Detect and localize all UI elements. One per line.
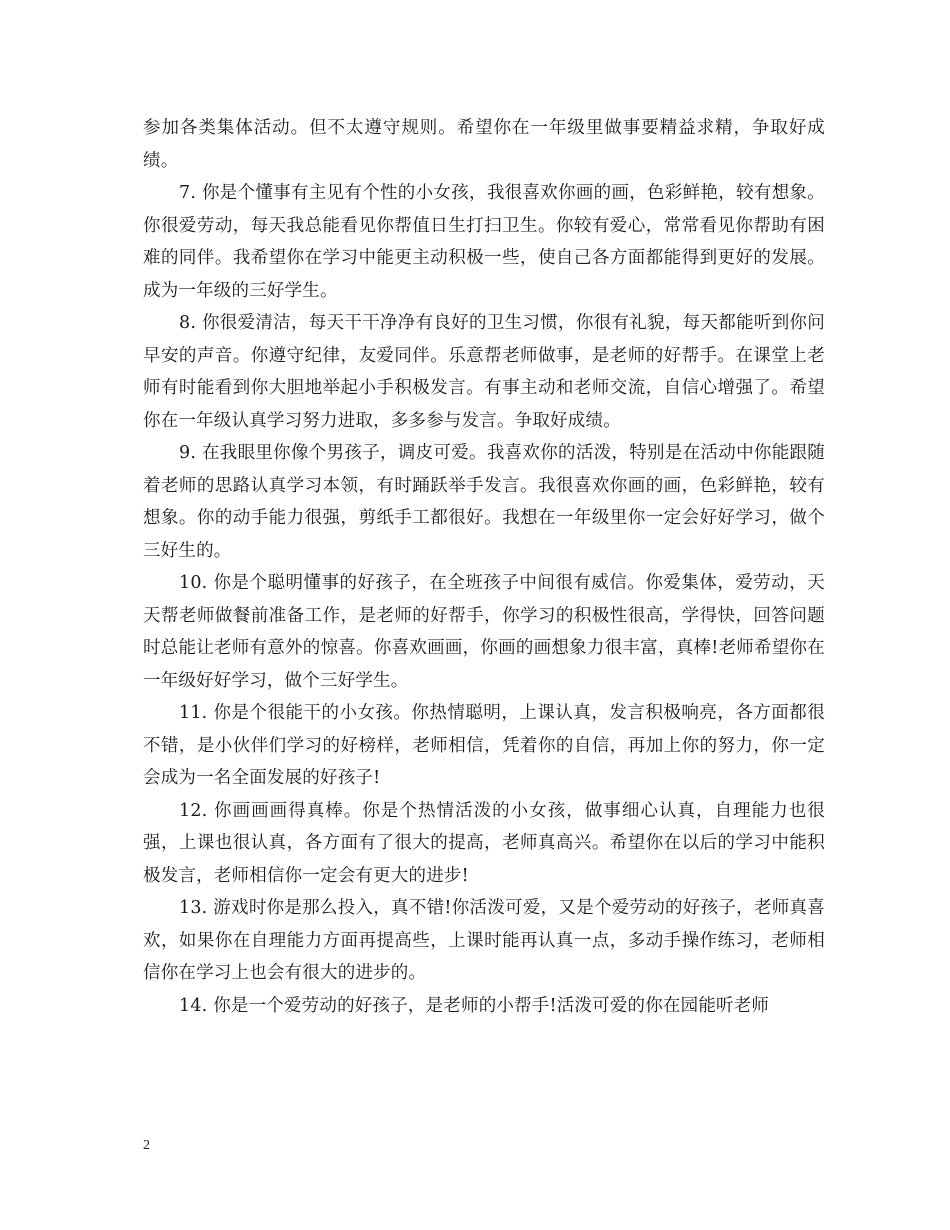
- paragraph-comment-10: 10. 你是个聪明懂事的好孩子，在全班孩子中间很有威信。你爱集体，爱劳动，天天帮老师做餐前准备工作，是老师的好帮手，你学习的积极性很高，学得快，回答问题时总能让老师有意外的惊喜。你喜欢画画，你画的画想象力很丰富，真棒!老师希望你在一年级好好学习，做个三好学生。: [143, 573, 825, 691]
- paragraph-comment-11: 11. 你是个很能干的小女孩。你热情聪明，上课认真，发言积极响亮，各方面都很不错，是小伙伴们学习的好榜样，老师相信，凭着你的自信，再加上你的努力，你一定会成为一名全面发展的好孩子!: [143, 703, 825, 788]
- paragraph-comment-9: 9. 在我眼里你像个男孩子，调皮可爱。我喜欢你的活泼，特别是在活动中你能跟随着老师的思路认真学习本领，有时踊跃举手发言。我很喜欢你画的画，色彩鲜艳，较有想象。你的动手能力很强，剪纸手工都很好。我想在一年级里你一定会好好学习，做个三好生的。: [143, 443, 825, 561]
- paragraph-comment-13: 13. 游戏时你是那么投入，真不错!你活泼可爱，又是个爱劳动的好孩子，老师真喜欢，如果你在自理能力方面再提高些，上课时能再认真一点，多动手操作练习，老师相信你在学习上也会有很大的进步的。: [143, 898, 825, 983]
- paragraph-comment-14: 14. 你是一个爱劳动的好孩子，是老师的小帮手!活泼可爱的你在园能听老师: [179, 995, 770, 1016]
- paragraph-comment-12: 12. 你画画画得真棒。你是个热情活泼的小女孩，做事细心认真，自理能力也很强，上课也很认真，各方面有了很大的提高，老师真高兴。希望你在以后的学习中能积极发言，老师相信你一定会有更大的进步!: [143, 800, 825, 886]
- paragraph-comment-7: 7. 你是个懂事有主见有个性的小女孩，我很喜欢你画的画，色彩鲜艳，较有想象。你很爱劳动，每天我总能看见你帮值日生打扫卫生。你较有爱心，常常看见你帮助有困难的同伴。我希望你在学习中能更主动积极一些，使自己各方面都能得到更好的发展。成为一年级的三好学生。: [143, 183, 825, 301]
- page-number: 2: [143, 1138, 150, 1153]
- document-body: [143, 112, 825, 1022]
- paragraph-comment-8: 8. 你很爱清洁，每天干干净净有良好的卫生习惯，你很有礼貌，每天都能听到你问早安的声音。你遵守纪律，友爱同伴。乐意帮老师做事，是老师的好帮手。在课堂上老师有时能看到你大胆地举起小手积极发言。有事主动和老师交流，自信心增强了。希望你在一年级认真学习努力进取，多多参与发言。争取好成绩。: [143, 313, 825, 431]
- paragraph-continuation: 参加各类集体活动。但不太遵守规则。希望你在一年级里做事要精益求精，争取好成绩。: [143, 118, 825, 171]
